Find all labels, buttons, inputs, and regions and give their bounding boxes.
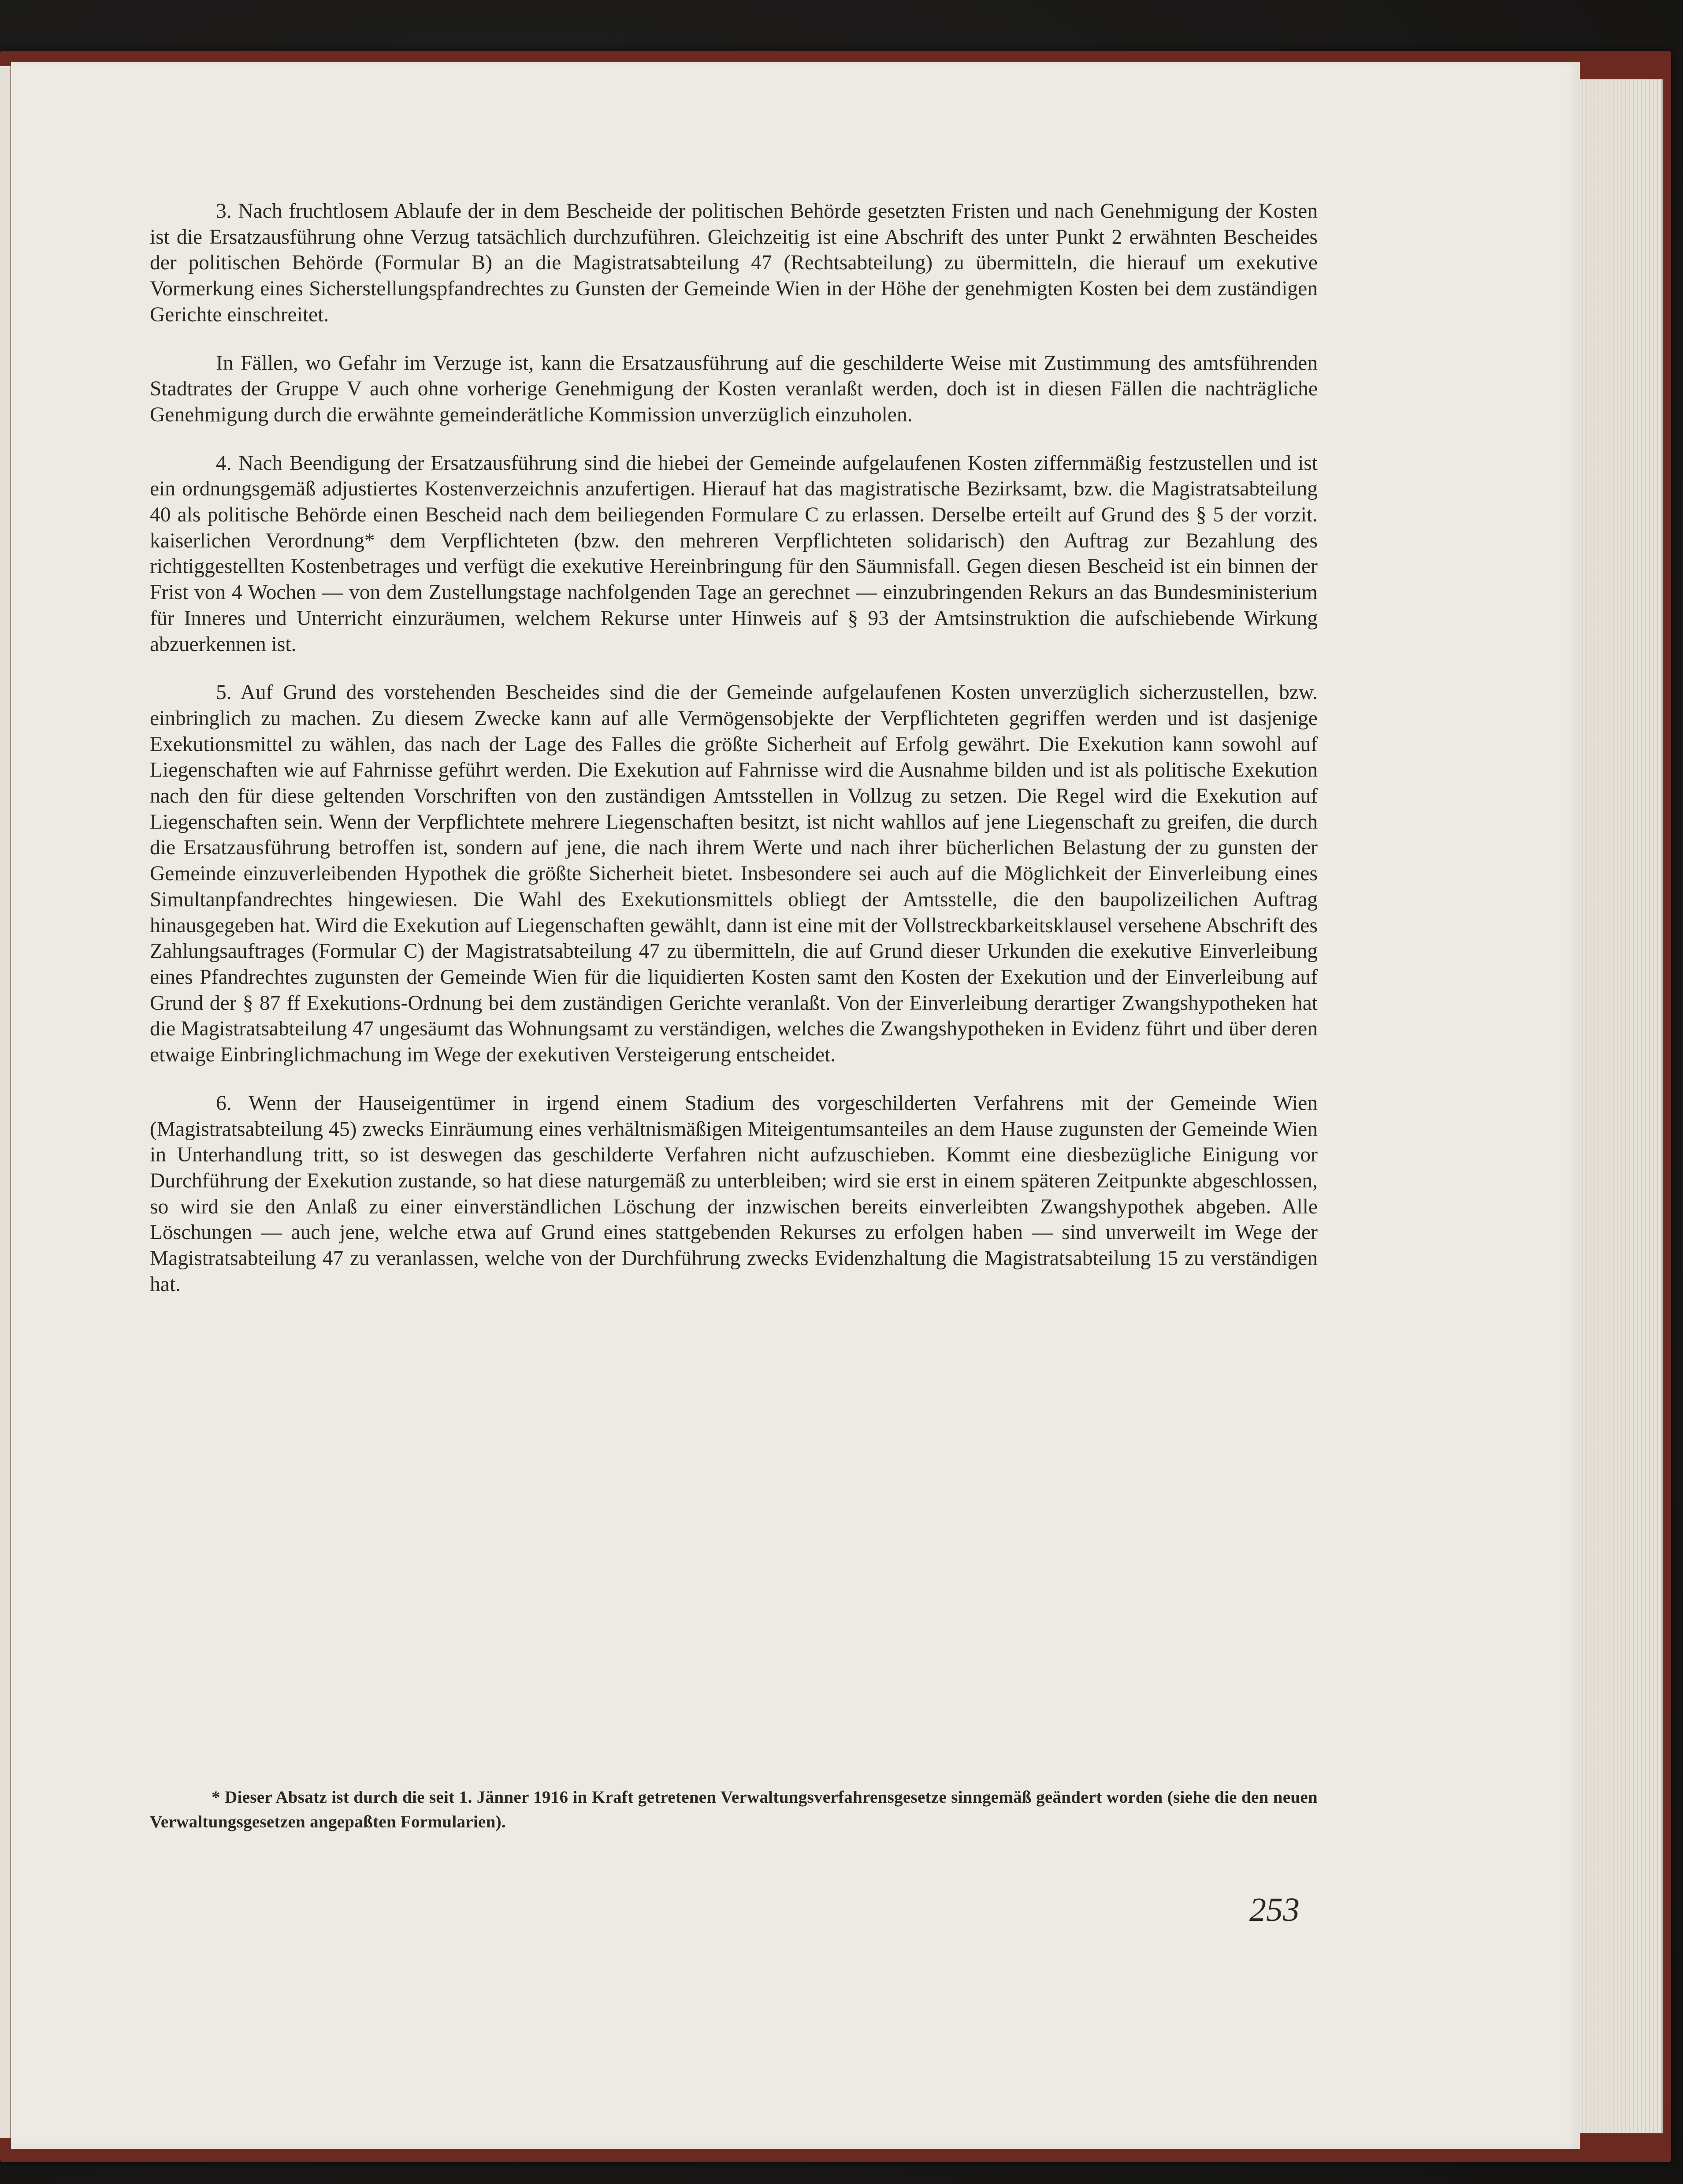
footnote-text: * Dieser Absatz ist durch die seit 1. Jänner 1916 in Kraft getretenen Verwaltungsverfahrensgesetze sinngemäß geändert worden (siehe die den neuen Verwaltungsgesetzen angepaßten Formularien). [150, 1788, 1318, 1831]
paragraph-5: 5. Auf Grund des vorstehenden Bescheides sind die der Gemeinde aufgelaufenen Kosten unverzüglich sicherzustellen, bzw. einbringlich zu machen. Zu diesem Zwecke kann auf alle Vermögensobjekte der Verpflichteten gegriffen werden und ist dasjenige Exekutionsmittel zu wählen, das nach der Lage des Falles die größte Sicherheit auf Erfolg gewährt. Die Exekution kann sowohl auf Liegenschaften wie auf Fahrnisse geführt werden. Die Exekution auf Fahrnisse wird die Ausnahme bilden und ist als politische Exekution nach den für diese geltenden Vorschriften von den zuständigen Amtsstellen in Vollzug zu setzen. Die Regel wird die Exekution auf Liegenschaften sein. Wenn der Verpflichtete mehrere Liegenschaften besitzt, ist nicht wahllos auf jene Liegenschaft zu greifen, die durch die Ersatzausführung betroffen ist, sondern auf jene, die nach ihrem Werte und nach ihrer bücherlichen Belastung der zu gunsten der Gemeinde einzuverleibenden Hypothek die größte Sicherheit bietet. Insbesondere sei auch auf die Möglichkeit der Einverleibung eines Simultanpfandrechtes hingewiesen. Die Wahl des Exekutionsmittels obliegt der Amtsstelle, die den baupolizeilichen Auftrag hinausgegeben hat. Wird die Exekution auf Liegenschaften gewählt, dann ist eine mit der Vollstreckbarkeitsklausel versehene Abschrift des Zahlungsauftrages (Formular C) der Magistratsabteilung 47 zu übermitteln, die auf Grund dieser Urkunden die exekutive Einverleibung eines Pfandrechtes zugunsten der Gemeinde Wien für die liquidierten Kosten samt den Kosten der Exekution und der Einverleibung auf Grund der § 87 ff Exekutions-Ordnung bei dem zuständigen Gerichte veranlaßt. Von der Einverleibung derartiger Zwangshypotheken hat die Magistratsabteilung 47 ungesäumt das Wohnungsamt zu verständigen, welches die Zwangshypotheken in Evidenz führt und über deren etwaige Einbringlichmachung im Wege der exekutiven Versteigerung entscheidet. [150, 681, 1318, 1067]
body-text [150, 198, 1318, 1320]
paragraph-3: 3. Nach fruchtlosem Ablaufe der in dem Bescheide der politischen Behörde gesetzten Fristen und nach Genehmigung der Kosten ist die Ersatzausführung ohne Verzug tatsächlich durchzuführen. Gleichzeitig ist eine Abschrift des unter Punkt 2 erwähnten Bescheides der politischen Behörde (Formular B) an die Magistratsabteilung 47 (Rechtsabteilung) zu übermitteln, die hierauf um exekutive Vormerkung eines Sicherstellungspfandrechtes zu Gunsten der Gemeinde Wien in der Höhe der genehmigten Kosten bei dem zuständigen Gerichte einschreitet. [150, 200, 1318, 326]
paragraph-4: 4. Nach Beendigung der Ersatzausführung sind die hiebei der Gemeinde aufgelaufenen Kosten ziffernmäßig festzustellen und ist ein ordnungsgemäß adjustiertes Kostenverzeichnis anzufertigen. Hierauf hat das magistratische Bezirksamt, bzw. die Magistratsabteilung 40 als politische Behörde einen Bescheid nach dem beiliegenden Formulare C zu erlassen. Derselbe erteilt auf Grund des § 5 der vorzit. kaiserlichen Verordnung* dem Verpflichteten (bzw. den mehreren Verpflichteten solidarisch) den Auftrag zur Bezahlung des richtiggestellten Kostenbetrages und verfügt die exekutive Hereinbringung für den Säumnisfall. Gegen diesen Bescheid ist ein binnen der Frist von 4 Wochen — von dem Zustellungstage nachfolgenden Tage an gerechnet — einzubringenden Rekurs an das Bundesministerium für Inneres und Unterricht einzuräumen, welchem Rekurse unter Hinweis auf § 93 der Amtsinstruktion die aufschiebende Wirkung abzuerkennen ist. [150, 451, 1318, 656]
paragraph-6: 6. Wenn der Hauseigentümer in irgend einem Stadium des vorgeschilderten Verfahrens mit der Gemeinde Wien (Magistratsabteilung 45) zwecks Einräumung eines verhältnismäßigen Miteigentumsanteiles an dem Hause zugunsten der Gemeinde Wien in Unterhandlung tritt, so ist deswegen das geschilderte Verfahren nicht aufzuschieben. Kommt eine diesbezügliche Einigung vor Durchführung der Exekution zustande, so hat diese naturgemäß zu unterbleiben; wird sie erst in einem späteren Zeitpunkte abgeschlossen, so wird sie den Anlaß zu einer einverständlichen Löschung der inzwischen bereits einverleibten Zwangshypothek abgeben. Alle Löschungen — auch jene, welche etwa auf Grund eines stattgebenden Rekurses zu erfolgen haben — sind unverweilt im Wege der Magistratsabteilung 47 zu veranlassen, welche von der Durchführung zwecks Evidenzhaltung die Magistratsabteilung 15 zu verständigen hat. [150, 1091, 1318, 1296]
page-number: 253 [1249, 1891, 1300, 1928]
paragraph-3-continued: In Fällen, wo Gefahr im Verzuge ist, kann die Ersatzausführung auf die geschilderte Weise mit Zustimmung des amtsführenden Stadtrates der Gruppe V auch ohne vorherige Genehmigung der Kosten veranlaßt werden, doch ist in diesen Fällen die nachträgliche Genehmigung durch die erwähnte gemeinderätliche Kommission unverzüglich einzuholen. [150, 351, 1318, 426]
facing-page-edge [0, 66, 11, 2138]
footnote [150, 1785, 1318, 1834]
